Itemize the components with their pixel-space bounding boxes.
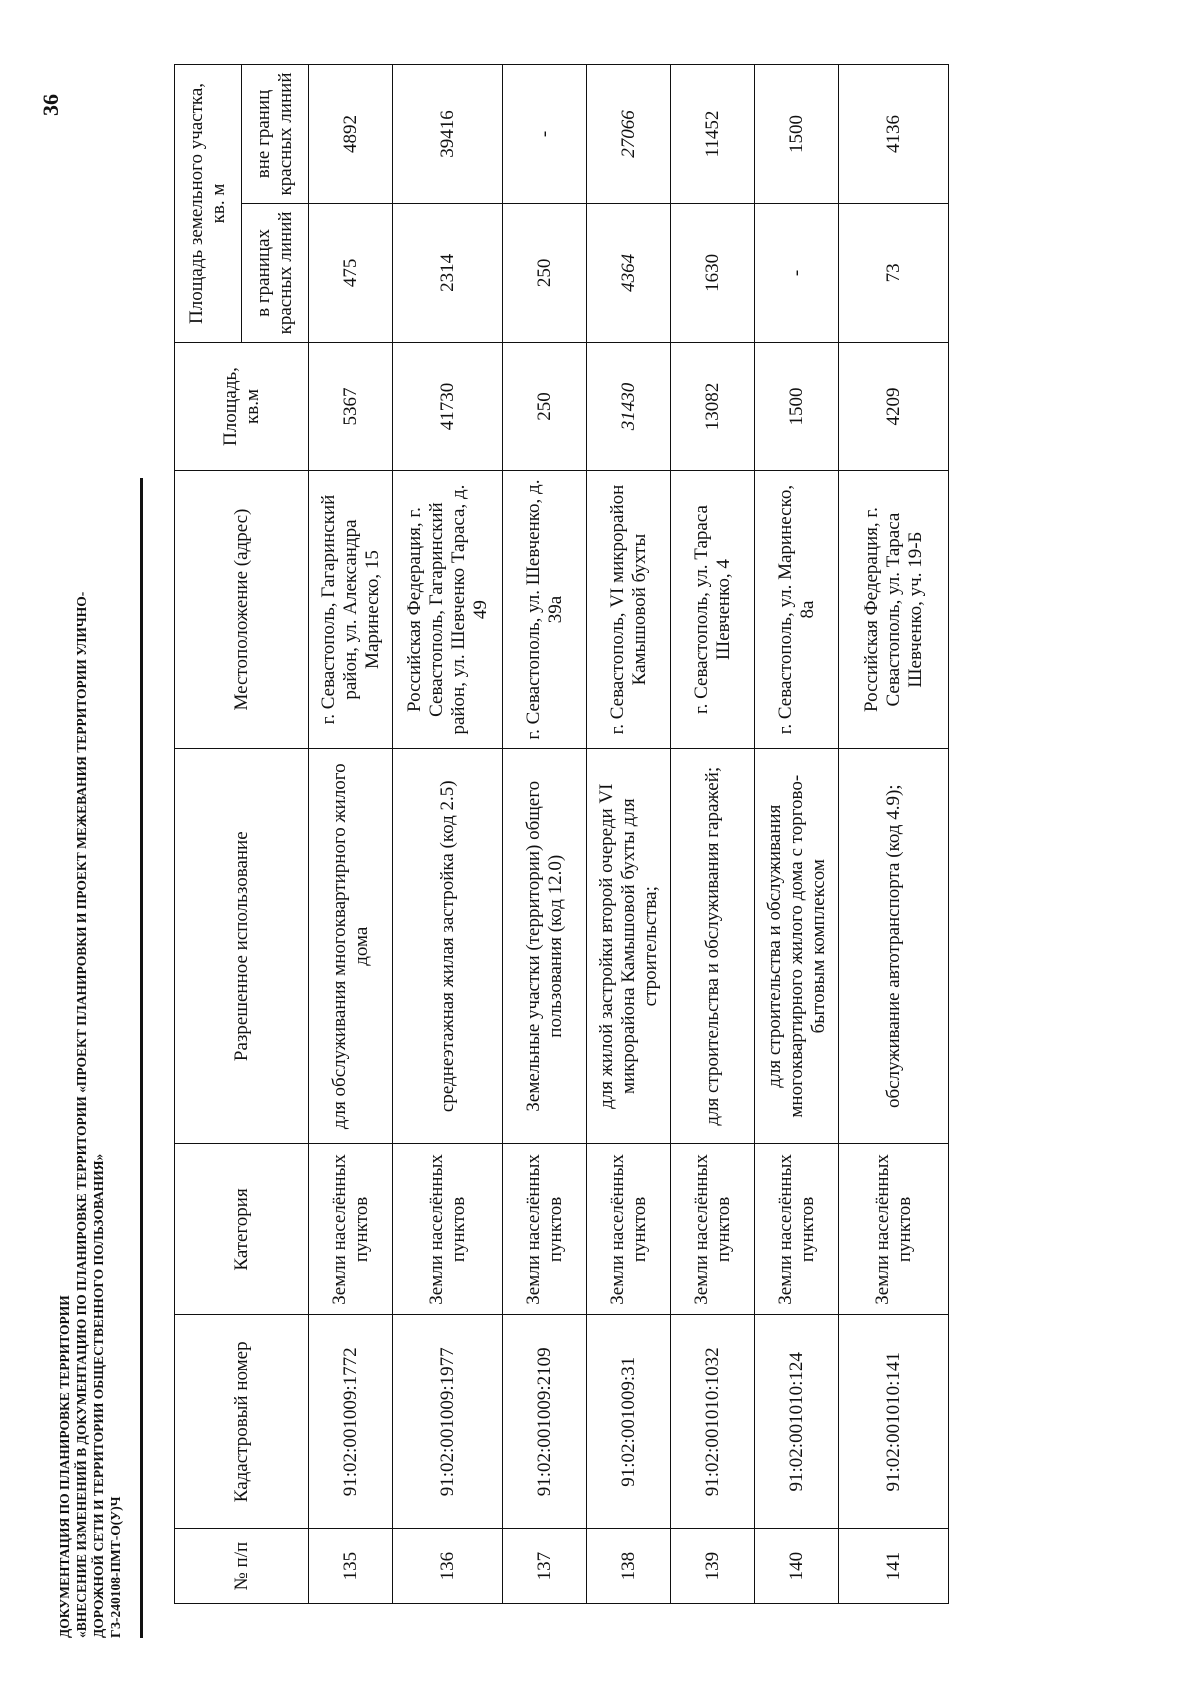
header-inside: в границах красных линий [242,203,309,342]
cell-inside: 2314 [393,203,503,342]
cell-area: 4209 [839,342,949,470]
cell-location: г. Севастополь, Гагаринский район, ул. Александра Маринеско, 15 [309,471,393,749]
cell-usage: для строительства и обслуживания многоквартирного жилого дома с торгово-бытовым комплексом [755,749,839,1144]
cell-num: 136 [393,1529,503,1604]
cell-num: 137 [503,1529,587,1604]
table-row [671,65,755,1604]
header-num: № п/п [175,1529,309,1604]
header-category: Категория [175,1144,309,1315]
page-number: 36 [38,94,63,116]
header-location: Местоположение (адрес) [175,471,309,749]
table-row [755,65,839,1604]
cell-outside: 4892 [309,65,393,204]
cell-location: г. Севастополь, ул. Тараса Шевченко, 4 [671,471,755,749]
cell-area: 13082 [671,342,755,470]
cell-category: Земли населённых пунктов [393,1144,503,1315]
cell-usage: Земельные участки (территории) общего пользования (код 12.0) [503,749,587,1144]
cell-cadastral: 91:02:001010:141 [839,1315,949,1529]
cell-usage: для обслуживания многоквартирного жилого дома [309,749,393,1144]
land-plot-table [174,64,949,1604]
cell-inside: 4364 [587,203,671,342]
cell-usage: среднеэтажная жилая застройка (код 2.5) [393,749,503,1144]
cell-cadastral: 91:02:001010:1032 [671,1315,755,1529]
cell-area: 41730 [393,342,503,470]
header-divider [140,478,143,1638]
table-header [175,65,309,1604]
cell-inside: 475 [309,203,393,342]
cell-cadastral: 91:02:001009:1977 [393,1315,503,1529]
cell-inside: - [755,203,839,342]
cell-category: Земли населённых пунктов [503,1144,587,1315]
cell-area: 250 [503,342,587,470]
cell-category: Земли населённых пунктов [839,1144,949,1315]
cell-location: г. Севастополь, VI микрорайон Камышовой бухты [587,471,671,749]
header-line: ДОРОЖНОЙ СЕТИ И ТЕРРИТОРИИ ОБЩЕСТВЕННОГО ПОЛЬЗОВАНИЯ» [91,1153,106,1638]
document-header [56,498,124,1638]
header-area: Площадь, кв.м [175,342,309,470]
cell-location: Российская Федерация, г. Севастополь, Гагаринский район, ул. Шевченко Тараса, д. 49 [393,471,503,749]
table-row [839,65,949,1604]
cell-category: Земли населённых пунктов [755,1144,839,1315]
cell-num: 140 [755,1529,839,1604]
cell-usage: для строительства и обслуживания гаражей; [671,749,755,1144]
cell-location: г. Севастополь, ул. Шевченко, д. 39а [503,471,587,749]
cell-category: Земли населённых пунктов [309,1144,393,1315]
cell-outside: 1500 [755,65,839,204]
cell-cadastral: 91:02:001010:124 [755,1315,839,1529]
cell-inside: 73 [839,203,949,342]
cell-num: 135 [309,1529,393,1604]
cell-cadastral: 91:02:001009:2109 [503,1315,587,1529]
cell-outside: - [503,65,587,204]
cell-usage: для жилой застройки второй очереди VI микрорайона Камышовой бухты для строительства; [587,749,671,1144]
cell-area: 1500 [755,342,839,470]
cell-outside: 39416 [393,65,503,204]
cell-num: 141 [839,1529,949,1604]
cell-outside: 11452 [671,65,755,204]
cell-category: Земли населённых пунктов [587,1144,671,1315]
table-row [503,65,587,1604]
table-body [309,65,949,1604]
cell-location: г. Севастополь, ул. Маринеско, 8а [755,471,839,749]
cell-inside: 1630 [671,203,755,342]
cell-category: Земли населённых пунктов [671,1144,755,1315]
cell-location: Российская Федерация, г. Севастополь, ул. Тараса Шевченко, уч. 19-Б [839,471,949,749]
header-cadastral: Кадастровый номер [175,1315,309,1529]
cell-num: 138 [587,1529,671,1604]
cell-area: 5367 [309,342,393,470]
cell-inside: 250 [503,203,587,342]
cell-area: 31430 [587,342,671,470]
table-row [587,65,671,1604]
header-usage: Разрешенное использование [175,749,309,1144]
header-plot-area: Площадь земельного участка, кв. м [175,65,242,343]
cell-cadastral: 91:02:001009:1772 [309,1315,393,1529]
cell-outside: 4136 [839,65,949,204]
header-line: ГЗ-240108-ПМТ-О(У)Ч [108,1496,123,1638]
cell-num: 139 [671,1529,755,1604]
header-outside: вне границ красных линий [242,65,309,204]
cell-usage: обслуживание автотранспорта (код 4.9); [839,749,949,1144]
table-row [309,65,393,1604]
header-line: ДОКУМЕНТАЦИЯ ПО ПЛАНИРОВКЕ ТЕРРИТОРИИ [57,1295,72,1638]
header-line: «ВНЕСЕНИЕ ИЗМЕНЕНИЙ В ДОКУМЕНТАЦИЮ ПО ПЛАНИРОВКЕ ТЕРРИТОРИИ «ПРОЕКТ ПЛАНИРОВКИ И ПРОЕКТ МЕЖЕВАНИЯ ТЕРРИТОРИИ УЛИЧНО- [74,591,89,1638]
cell-cadastral: 91:02:001009:31 [587,1315,671,1529]
cell-outside: 27066 [587,65,671,204]
table-row [393,65,503,1604]
